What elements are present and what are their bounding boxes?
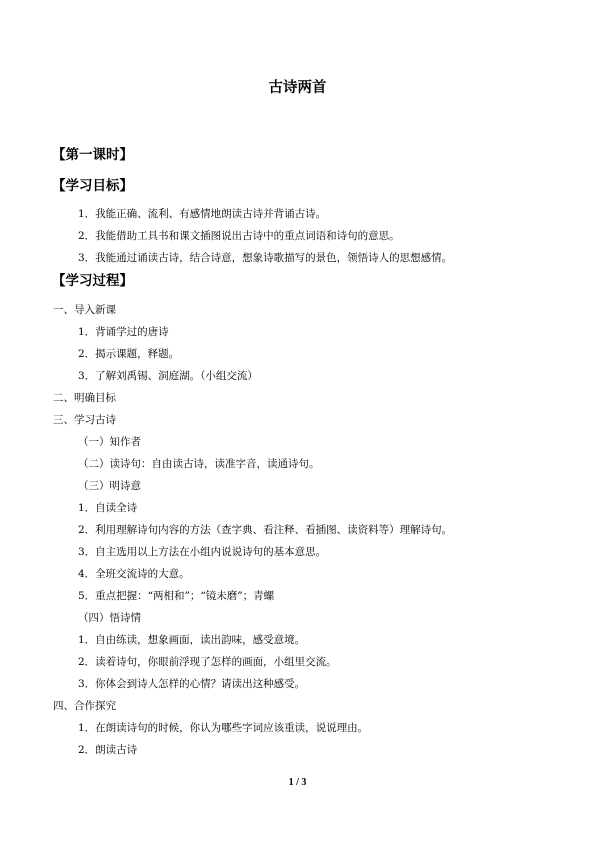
process-line: 四、合作探究 xyxy=(53,700,116,712)
page-title: 古诗两首 xyxy=(268,79,327,96)
process-line: 4．全班交流诗的大意。 xyxy=(78,568,190,580)
process-line: 1．自读全诗 xyxy=(78,502,138,514)
process-line: 2．利用理解诗句内容的方法（查字典、看注释、看插图、读资料等）理解诗句。 xyxy=(78,524,453,536)
process-line: （一）知作者 xyxy=(78,436,141,448)
process-line: 2．揭示课题，释题。 xyxy=(78,348,180,360)
process-line: 1．在朗读诗句的时候，你认为哪些字词应该重读，说说理由。 xyxy=(78,722,369,734)
goal-item-3: 3．我能通过诵读古诗，结合诗意，想象诗歌描写的景色，领悟诗人的思想感情。 xyxy=(78,252,453,264)
process-line: （四）悟诗情 xyxy=(78,612,141,624)
lesson-heading: 【第一课时】 xyxy=(52,147,133,163)
process-line: 2．读着诗句，你眼前浮现了怎样的画面，小组里交流。 xyxy=(78,656,337,668)
process-line: 1．自由练读，想象画面，读出韵味，感受意境。 xyxy=(78,634,306,646)
process-line: 一、导入新课 xyxy=(53,304,116,316)
process-heading: 【学习过程】 xyxy=(52,273,133,289)
process-line: 三、学习古诗 xyxy=(53,414,116,426)
process-line: 二、明确目标 xyxy=(53,392,116,404)
process-line: （三）明诗意 xyxy=(78,480,141,492)
process-line: 5．重点把握：“两相和”；“镜未磨”；青螺 xyxy=(78,590,275,602)
goal-item-1: 1．我能正确、流利、有感情地朗读古诗并背诵古诗。 xyxy=(78,208,327,220)
process-line: （二）读诗句：自由读古诗，读准字音，读通诗句。 xyxy=(78,458,320,470)
process-line: 2．朗读古诗 xyxy=(78,744,138,756)
process-line: 1．背诵学过的唐诗 xyxy=(78,326,169,338)
process-line: 3．了解刘禹锡、洞庭湖。（小组交流） xyxy=(78,370,258,382)
goal-item-2: 2．我能借助工具书和课文插图说出古诗中的重点词语和诗句的意思。 xyxy=(78,230,400,242)
process-line: 3．自主选用以上方法在小组内说说诗句的基本意思。 xyxy=(78,546,327,558)
process-line: 3．你体会到诗人怎样的心情？请读出这种感受。 xyxy=(78,678,306,690)
page-number: 1 / 3 xyxy=(288,777,307,788)
goals-heading: 【学习目标】 xyxy=(52,178,133,194)
